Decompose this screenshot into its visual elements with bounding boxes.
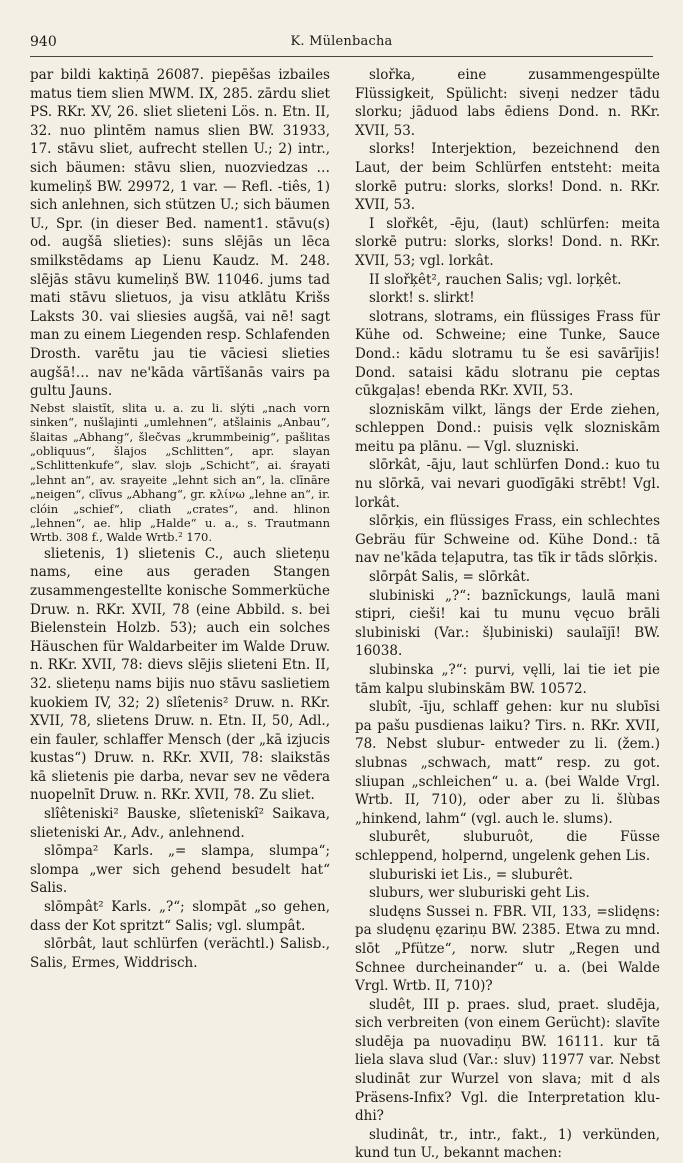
entry-paragraph: slořka, eine zusammengespülte Flüssigkeit, Spülicht: siveņi nedzer tādu slorku; jāduod labs ēdiens Dond. n. RKr. XVII, 53. bbox=[355, 67, 660, 139]
entry-paragraph: slîêteniski² Bauske, slîeteniskî² Saikava, slieteniski Ar., Adv., anlehnend. bbox=[30, 806, 330, 841]
entry-paragraph: slōrbât, laut schlürfen (verächtl.) Salisb., Salis, Ermes, Widdrisch. bbox=[30, 936, 330, 971]
entry-paragraph: slorks! Interjektion, bezeichnend den Laut, der beim Schlürfen entsteht: meita slorkē putru: slorks, slorks! Dond. n. RKr. XVII, 53. bbox=[355, 141, 660, 214]
entry-paragraph: slōrpât Salis, = slōrkât. bbox=[369, 569, 531, 586]
entry-paragraph: slubinska „?“: purvi, vęlli, lai tie iet pie tām kalpu slubinskām BW. 10572. bbox=[355, 662, 660, 697]
entry-paragraph: slōmpa² Karls. „= slampa, slumpa“; slompa „wer sich gehend besudelt hat“ Salis. bbox=[30, 843, 330, 897]
entry-paragraph: slubiniski „?“: baznīckungs, laulā mani stipri, cieši! kai tu munu vęcuo brāli slubiniski (Var.: šļubiniski) saulaījī! BW. 16038. bbox=[355, 587, 660, 660]
entry-paragraph: slietenis, 1) slietenis C., auch slieteņu nams, eine aus geraden Stangen zusammengestellte konische Sommerküche Druw. n. RKr. XVII, 78 (eine Abbild. s. bei Bielenstein Holzb. 53); auch ein solches Häuschen für Waldarbeiter im Walde Druw. n. RKr. XVII, 78: dievs slējis slieteni Etn. II, 32. slieteņu nams bijis nuo stāvu saslietiem kuokiem IV, 32; 2) slîetenis² Druw. n. RKr. XVII, 78, slietens Druw. n. Etn. II, 50, Adl., ein fauler, schlaffer Mensch (der „kā izjucis kustas“) Druw. n. RKr. XVII, 78: slaikstās kā slietenis pie darba, nevar sev ne vēdera nuopelnīt Druw. n. RKr. XVII, 78. Zu sliet. bbox=[30, 545, 330, 804]
entry-paragraph: slōrķis, ein flüssiges Frass, ein schlechtes Gebräu für Schweine od. Kühe Dond.: tā nav ne'kāda teļaputra, tas tīk ir tāds slōrķis. bbox=[355, 513, 660, 567]
entry-paragraph: slozniskām vilkt, längs der Erde ziehen, schleppen Dond.: puisis vęlk slozniskām meitu pa plānu. — Vgl. sluzniski. bbox=[355, 401, 660, 455]
entry-paragraph: sludêt, III p. praes. slud, praet. sludēja, sich verbreiten (von einem Gerücht): slavīte sludēja pa nuovadiņu BW. 16111. kur tā liela slava slud (Var.: sluv) 11977 var. Nebst sludināt zur Wurzel von slava; mit d als Präsens-Infix? Vgl. die Interpretation klu-dhi? bbox=[355, 996, 660, 1125]
entry-paragraph: sluburs, wer sluburiski geht Lis. bbox=[369, 885, 590, 902]
running-head: K. Mülenbacha bbox=[290, 34, 393, 49]
entry-paragraph: slōrkât, -āju, laut schlürfen Dond.: kuo tu nu slōrkā, vai nevari guodīgāki strēbt! Vgl. lorkât. bbox=[355, 457, 660, 511]
right-column bbox=[355, 66, 660, 1162]
entry-paragraph: sludęns Sussei n. FBR. VII, 133, =slidęns: pa sludęnu ęzariņu BW. 2385. Etwa zu mnd. slōt „Pfütze“, norw. slutr „Regen und Schnee durcheinander“ u. a. (bei Walde Vrgl. Wrtb. II, 710)? bbox=[355, 903, 660, 995]
page-header bbox=[30, 30, 653, 57]
entry-paragraph: II slořķêt², rauchen Salis; vgl. loŗķêt. bbox=[369, 271, 622, 288]
etymology-paragraph: Nebst slaistīt, slita u. a. zu li. slýti „nach vorn sinken“, nušlajinti „umlehnen“, atšlainis „Anbau“, šlaitas „Abhang“, šlečvas „krummbeinig“, pašlitas „obliquus“, šlajos „Schlitten“, apr. slayan „Schlittenkufe“, slav. slojь „Schicht“, ai. śrayati „lehnt an“, av. srayeite „lehnt sich an“, la. clīnāre „neigen“, clīvus „Abhang“, gr. κλίνω „lehne an“, ir. clóin „schief“, cliath „crates“, and. hlinon „lehnen“, ae. hlip „Halde“ u. a., s. Trautmann Wrtb. 308 f., Walde Wrtb.² 170. bbox=[30, 400, 330, 545]
entry-paragraph: par bildi kaktiņā 26087. piepēšas izbailes matus tiem slien MWM. IX, 285. zārdu sliet PS. RKr. XV, 26. sliet slieteni Lös. n. Etn. II, 32. nuo plintēm namus slien BW. 31933, 17. stāvu sliet, aufrecht stellen U.; 2) intr., sich bäumen: stāvu slien, nuozviedzas … kumeliņš BW. 29972, 1 var. — Refl. -tiês, 1) sich anlehnen, sich stützen U.; sich bäumen U., Spr. (in dieser Bed. nament1. stāvu(s) od. augšā slieties): suns slējās un lēca smilkstēdams ap Lienu Kaudz. M. 248. slējās stāvu kumeliņš BW. 11046. jums tad mati stāvu slietuos, ja visu atklātu Krišs Laksts 30. vai sliesies augšā, vai nē! sagt man zu einem Liegenden resp. Schlafenden Drosth. varētu jau tie vāciesi slieties augšā!… nav ne'kāda vārtīšanās vairs pa gultu Jauns. bbox=[30, 67, 330, 400]
entry-paragraph: slōmpât² Karls. „?“; slompāt „so gehen, dass der Kot spritzt“ Salis; vgl. slumpât. bbox=[30, 899, 330, 934]
page-number: 940 bbox=[30, 34, 57, 50]
entry-paragraph: slubît, -īju, schlaff gehen: kur nu slubīsi pa pašu pusdienas laiku? Tirs. n. RKr. XVII, 78. Nebst slubur- entweder zu li. (žem.) slubnas „schwach, matt“ resp. zu got. sliupan „schleichen“ u. a. (bei Walde Vrgl. Wrtb. II, 710), oder aber zu li. šlùbas „hinkend, lahm“ (vgl. auch le. slums). bbox=[355, 699, 660, 827]
entry-paragraph: I slořkêt, -ēju, (laut) schlürfen: meita slorkē putru: slorks, slorks! Dond. n. RKr. XVII, 53; vgl. lorkât. bbox=[355, 215, 660, 269]
entry-paragraph: sludinât, tr., intr., fakt., 1) verkünden, kund tun U., bekannt machen: bbox=[355, 1126, 660, 1162]
entry-paragraph: sluburêt, sluburuôt, die Füsse schleppend, holpernd, ungelenk gehen Lis. bbox=[355, 829, 660, 864]
entry-paragraph: slotrans, slotrams, ein flüssiges Frass für Kühe od. Schweine; eine Tunke, Sauce Dond.: kādu slotramu tu še esi savārījis! Dond. sataisi kādu slotranu pie ceptas cūkgaļas! ebenda RKr. XVII, 53. bbox=[355, 308, 660, 400]
left-column bbox=[30, 66, 330, 982]
entry-paragraph: sluburiski iet Lis., = sluburêt. bbox=[369, 866, 573, 883]
entry-paragraph: slorkt! s. slirkt! bbox=[369, 290, 475, 307]
